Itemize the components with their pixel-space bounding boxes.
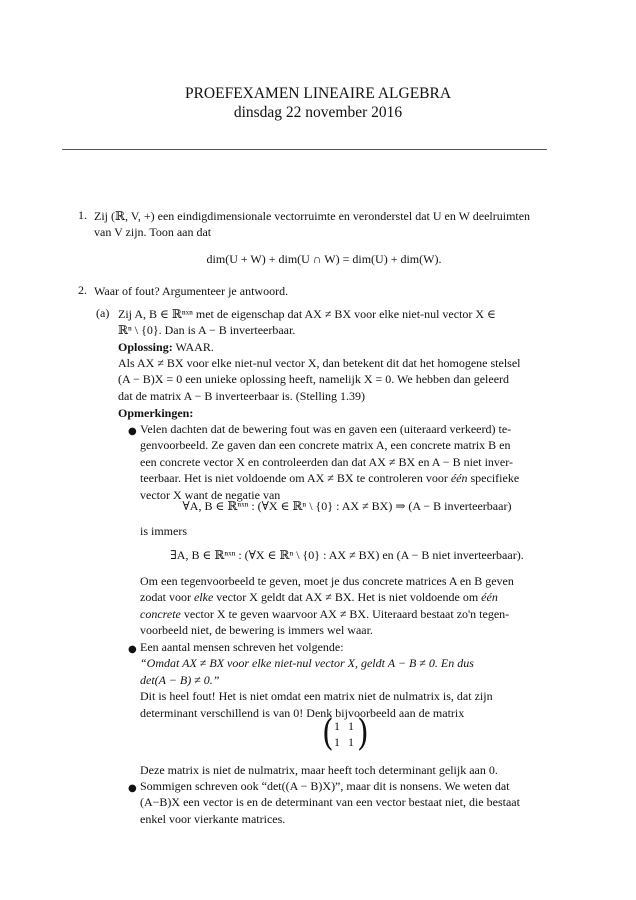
remark-3-line3: enkel voor vierkante matrices.	[140, 811, 286, 826]
emph-een-2: één	[481, 590, 498, 605]
remark-1	[140, 421, 554, 503]
negation-formula-1: ∀A, B ∈ ℝⁿˣⁿ : (∀X ∈ ℝⁿ \ {0} : AX ≠ BX) ⇒ (A − B inverteerbaar)	[182, 499, 512, 513]
question-2-intro: Waar of fout? Argumenteer je antwoord.	[94, 284, 289, 298]
solution-line3: dat de matrix A − B inverteerbaar is. (Stelling 1.39)	[118, 388, 366, 403]
remark-2-line1: Een aantal mensen schreven het volgende:	[140, 640, 344, 654]
bullet-icon: ●	[128, 783, 137, 794]
remark-2	[140, 639, 554, 721]
solution-text	[118, 355, 554, 404]
solution-line1: Als AX ≠ BX voor elke niet-nul vector X, dan betekent dit dat het homogene stelsel	[118, 356, 521, 370]
after3-end: vector X te geven waarvoor AX ≠ BX. Uiteraard bestaat zo'n tegen-	[180, 606, 510, 621]
remark-1-line1: Velen dachten dat de bewering fout was en gaven een (uiteraard verkeerd) te-	[140, 422, 512, 436]
remark-1-after-line1: Om een tegenvoorbeeld te geven, moet je dus concrete matrices A en B geven	[140, 574, 514, 588]
remark-1-emph-een: één	[450, 471, 468, 486]
page-title: PROEFEXAMEN LINEAIRE ALGEBRA	[184, 85, 452, 102]
part-a-line2: ℝⁿ \ {0}. Dan is A − B inverteerbaar.	[118, 323, 296, 338]
part-a-statement	[118, 306, 554, 339]
solution-heading	[118, 339, 554, 355]
page-date: dinsdag 22 november 2016	[233, 104, 403, 121]
question-1-number: 1.	[78, 208, 87, 222]
bullet-icon: ●	[128, 426, 137, 437]
after2-start: zodat voor	[140, 590, 194, 605]
part-a-label: (a)	[96, 306, 110, 320]
matrix-left-paren: (	[322, 712, 334, 755]
remark-2-line3: Dit is heel fout! Het is niet omdat een matrix niet de nulmatrix is, dat zijn	[140, 689, 493, 704]
remark-1-line4-end: specifieke	[467, 471, 520, 486]
remark-2-line4: determinant verschillend is van 0! Denk bijvoorbeeld aan de matrix	[140, 705, 465, 720]
bullet-icon: ●	[128, 644, 137, 655]
matrix-cell: 1	[334, 735, 340, 749]
solution-line2: (A − B)X = 0 een unieke oplossing heeft, namelijk X = 0. We hebben dan geleerd	[118, 372, 510, 387]
solution-value: WAAR.	[175, 340, 214, 354]
question-1-text	[94, 208, 554, 241]
remark-3-line2: (A−B)X een vector is en de determinant van een vector bestaat niet, die bestaat	[140, 795, 520, 810]
remark-2-after: Deze matrix is niet de nulmatrix, maar heeft toch determinant gelijk aan 0.	[140, 763, 498, 777]
remark-1-after	[140, 573, 554, 639]
emph-concrete: concrete	[140, 606, 181, 621]
remark-1-line2: genvoorbeeld. Ze gaven dan een concrete matrix A, een concrete matrix B en	[140, 438, 511, 453]
part-a-line1: Zij A, B ∈ ℝⁿˣⁿ met de eigenschap dat AX ≠ BX voor elke niet-nul vector X ∈	[118, 307, 496, 321]
remark-1-after-line4: voorbeeld niet, de bewering is immers wel waar.	[140, 623, 373, 638]
negation-formula-2: ∃A, B ∈ ℝⁿˣⁿ : (∀X ∈ ℝⁿ \ {0} : AX ≠ BX) en (A − B niet inverteerbaar).	[170, 548, 524, 562]
q1-line2: van V zijn. Toon aan dat	[94, 225, 212, 240]
q1-line1: Zij (ℝ, V, +) een eindigdimensionale vectorruimte en veronderstel dat U en W deelruimten	[94, 209, 531, 223]
remark-3-line1: Sommigen schreven ook “det((A − B)X)”, maar dit is nonsens. We weten dat	[140, 779, 510, 793]
is-immers: is immers	[140, 524, 187, 538]
remark-2-quote-line2: det(A − B) ≠ 0.”	[140, 672, 220, 687]
remarks-heading: Opmerkingen:	[118, 406, 194, 420]
remark-1-after-line2	[140, 589, 554, 605]
solution-label: Oplossing:	[118, 340, 173, 354]
remark-2-quote-line1: “Omdat AX ≠ BX voor elke niet-nul vector X, geldt A − B ≠ 0. En dus	[140, 656, 474, 671]
remark-3	[140, 778, 554, 827]
question-2-number: 2.	[78, 283, 87, 297]
emph-elke: elke	[193, 590, 214, 605]
remark-1-line3: een concrete vector X en controleerden dan dat AX ≠ BX en A − B niet inver-	[140, 454, 513, 469]
remark-1-after-line3	[140, 606, 554, 622]
remark-1-line5: vector X want de negatie van	[140, 487, 281, 502]
matrix-cell: 1	[348, 719, 354, 733]
after2-mid: vector X geldt dat AX ≠ BX. Het is niet voldoende om	[213, 590, 482, 605]
q1-formula: dim(U + W) + dim(U ∩ W) = dim(U) + dim(W).	[206, 252, 442, 266]
remark-1-line4-start: teerbaar. Het is niet voldoende om AX ≠ BX te controleren voor	[140, 471, 451, 486]
matrix-right-paren: )	[357, 712, 369, 755]
matrix-cell: 1	[348, 735, 354, 749]
matrix-cell: 1	[334, 719, 340, 733]
header-divider	[62, 149, 547, 150]
remark-1-line4	[140, 470, 554, 486]
